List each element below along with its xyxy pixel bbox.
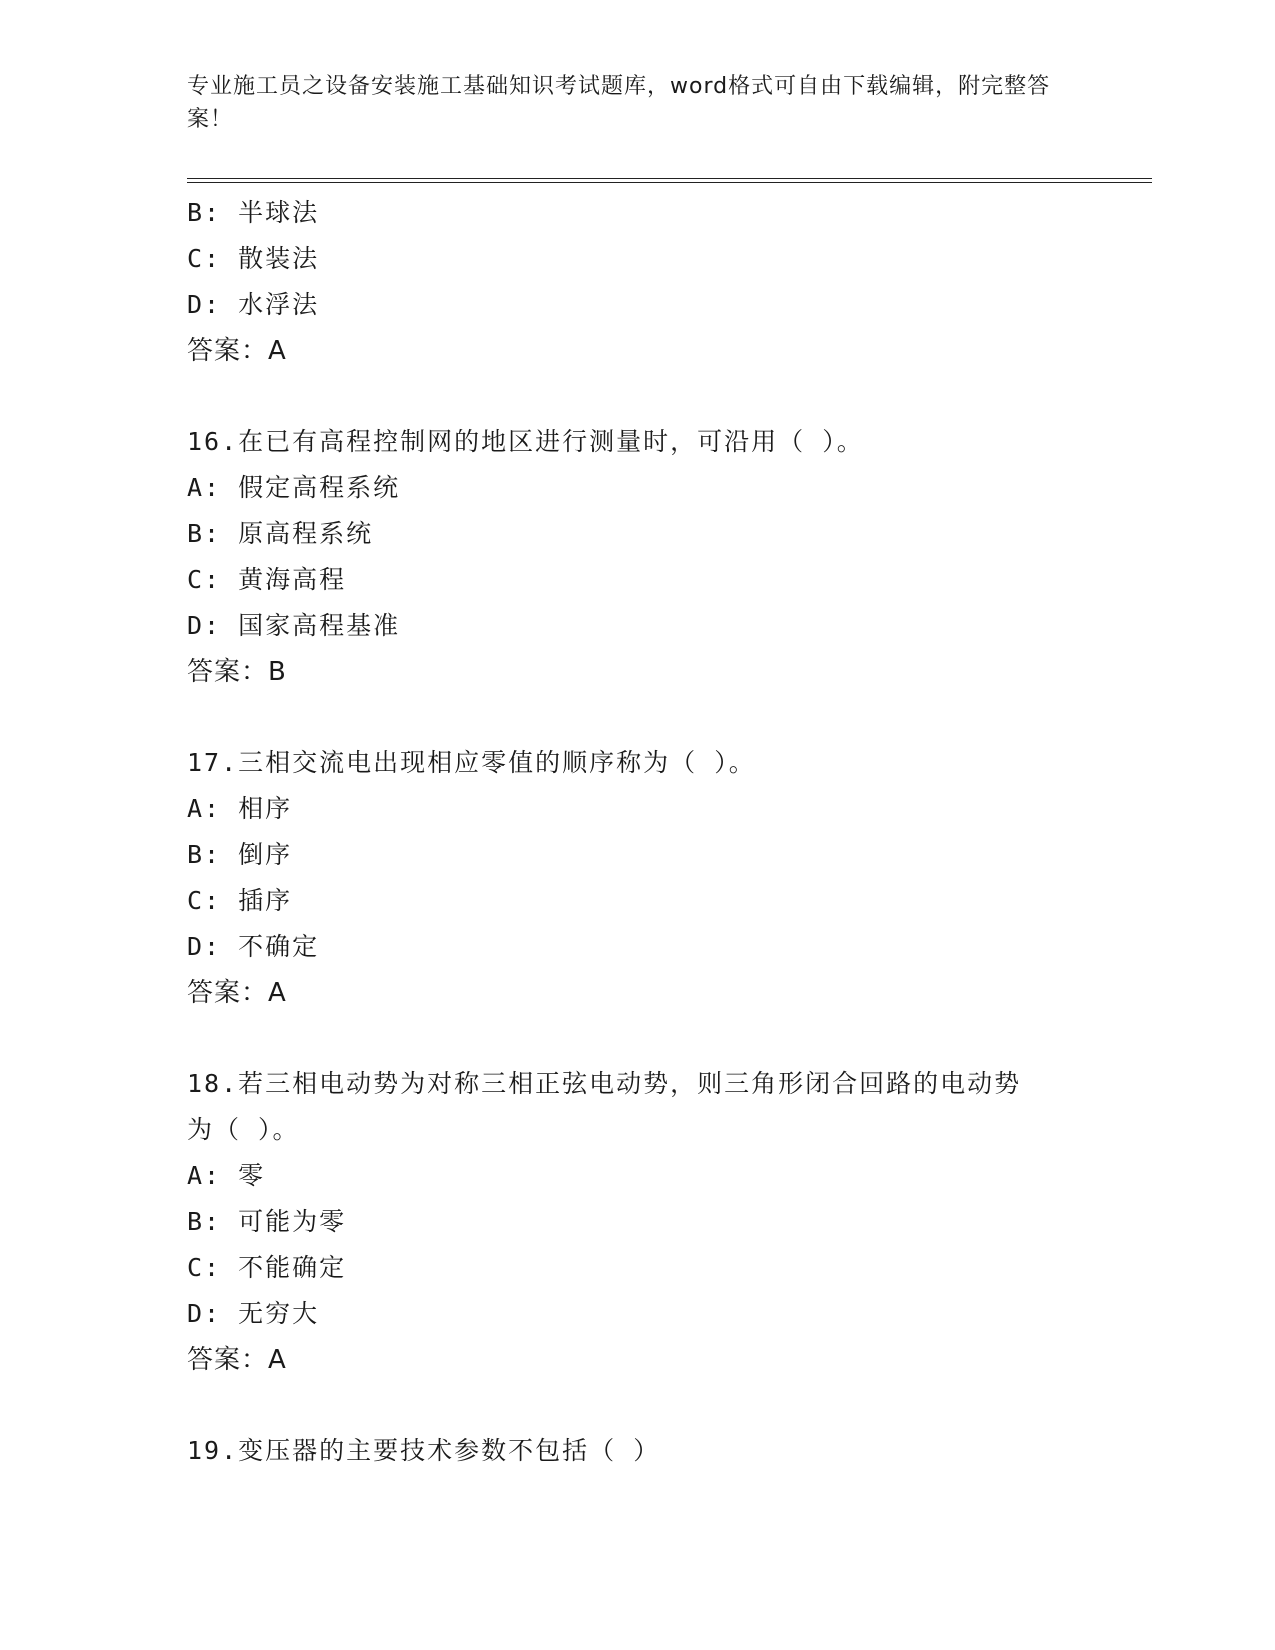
question-17: [187, 740, 1087, 1016]
option-c: C: 插序: [187, 886, 293, 915]
question-15-continuation: [187, 190, 1087, 374]
option-b: B: 半球法: [187, 198, 320, 227]
option-a: A: 假定高程系统: [187, 473, 401, 502]
option-a: A: 相序: [187, 794, 293, 823]
question-text: 16.在已有高程控制网的地区进行测量时，可沿用（ ）。: [187, 427, 864, 456]
header-divider-bottom: [187, 182, 1152, 183]
page-header: [187, 70, 1067, 136]
answer-line: 答案：A: [187, 1345, 287, 1375]
question-text-line-2: 为（ ）。: [187, 1115, 300, 1144]
question-text: 19.变压器的主要技术参数不包括（ ）: [187, 1436, 661, 1465]
header-title: 专业施工员之设备安装施工基础知识考试题库，word格式可自由下载编辑，附完整答案！: [187, 74, 1051, 132]
answer-line: 答案：A: [187, 336, 287, 366]
question-18: [187, 1061, 1087, 1383]
question-text-line-1: 18.若三相电动势为对称三相正弦电动势，则三角形闭合回路的电动势: [187, 1069, 1022, 1098]
answer-line: 答案：A: [187, 978, 287, 1008]
option-d: D: 水浮法: [187, 290, 320, 319]
question-list: [187, 190, 1087, 1474]
option-b: B: 倒序: [187, 840, 293, 869]
option-d: D: 无穷大: [187, 1299, 320, 1328]
option-a: A: 零: [187, 1161, 266, 1190]
option-d: D: 不确定: [187, 932, 320, 961]
option-b: B: 可能为零: [187, 1207, 347, 1236]
option-d: D: 国家高程基准: [187, 611, 401, 640]
question-19: [187, 1428, 1087, 1474]
option-c: C: 不能确定: [187, 1253, 347, 1282]
answer-line: 答案：B: [187, 657, 287, 687]
option-c: C: 散装法: [187, 244, 320, 273]
question-16: [187, 419, 1087, 695]
header-divider-top: [187, 178, 1152, 179]
option-c: C: 黄海高程: [187, 565, 347, 594]
option-b: B: 原高程系统: [187, 519, 374, 548]
question-text: 17.三相交流电出现相应零值的顺序称为（ ）。: [187, 748, 756, 777]
